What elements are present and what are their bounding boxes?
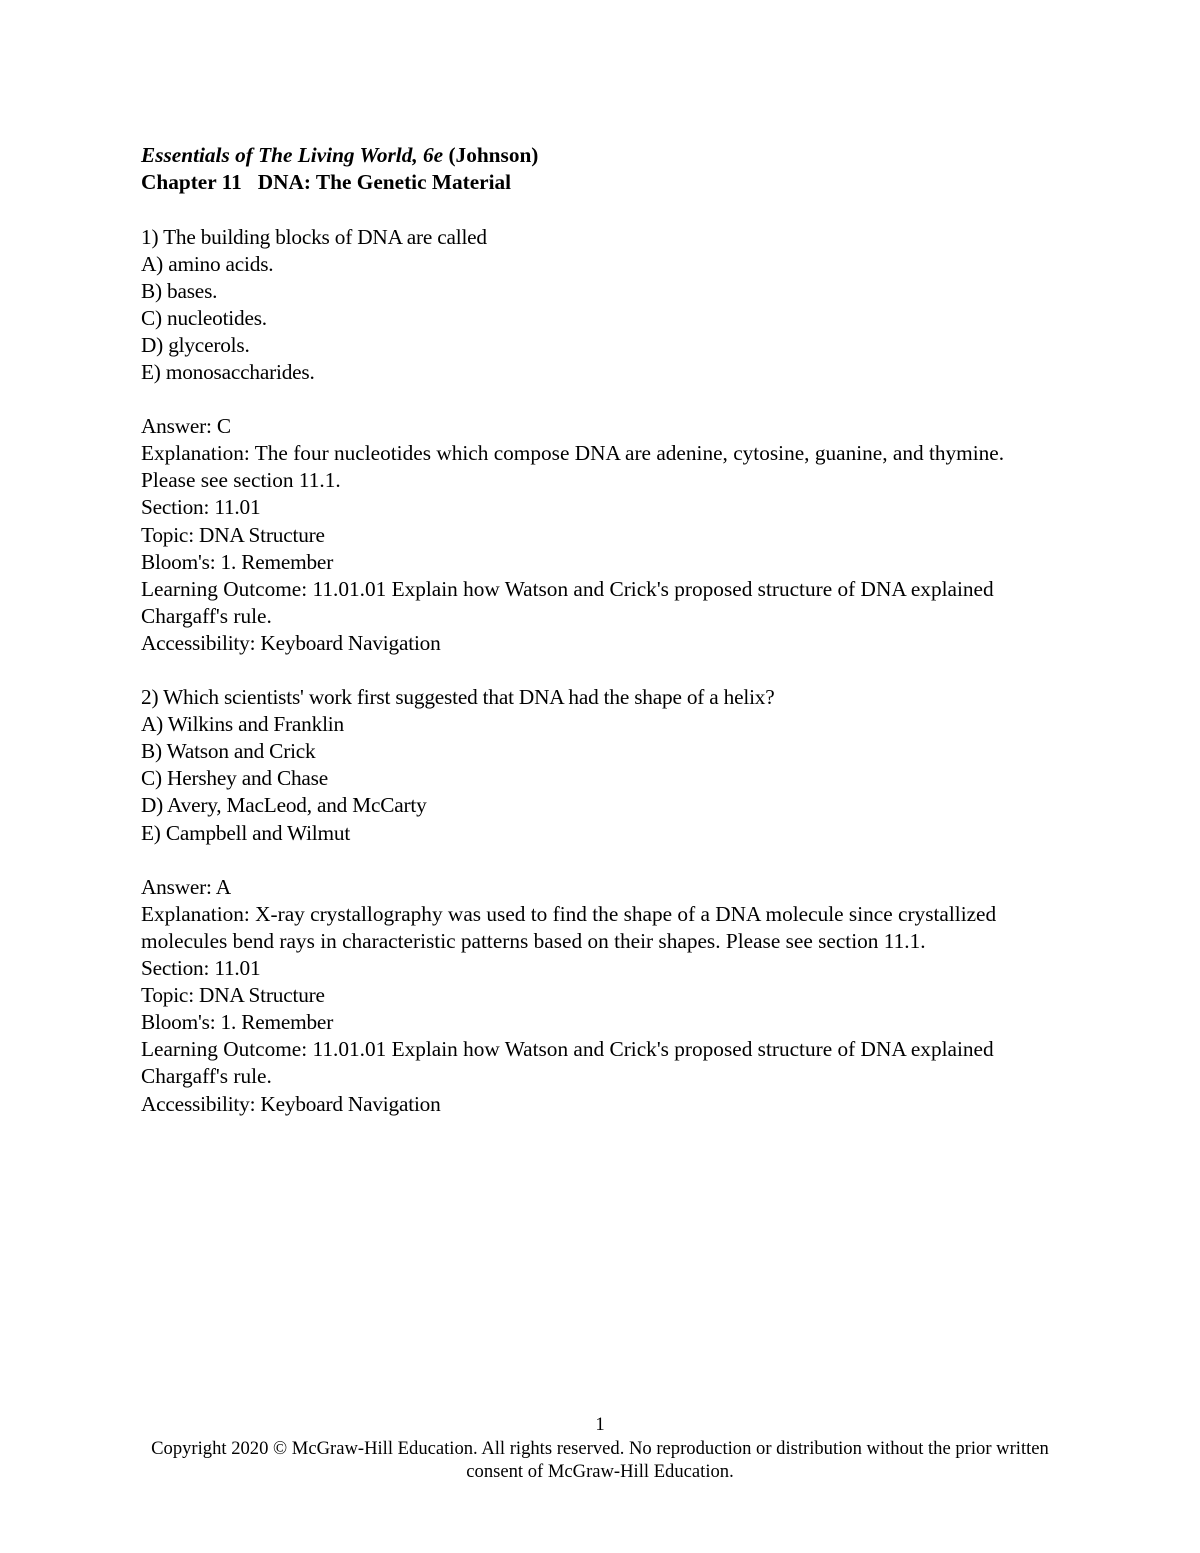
answer-option-b: B) bases. [141,278,218,303]
question-2-metadata [141,874,1041,1118]
page-content [141,142,1041,1118]
spacer [141,847,1041,874]
blooms-label: Bloom's: 1. Remember [141,549,334,574]
page-footer [0,1413,1200,1484]
explanation-text: Explanation: The four nucleotides which compose DNA are adenine, cytosine, guanine, and thymine. Please see section 11.1. [141,441,1005,493]
answer-option-b: B) Watson and Crick [141,739,316,764]
answer-key: Answer: A [141,874,231,899]
spacer [141,657,1041,684]
page-number: 1 [595,1414,605,1435]
answer-option-e: E) monosaccharides. [141,359,315,384]
section-label: Section: 11.01 [141,495,261,520]
chapter-number: Chapter 11 [141,170,242,195]
answer-option-a: A) Wilkins and Franklin [141,712,344,737]
answer-option-a: A) amino acids. [141,251,274,276]
question-stem: 1) The building blocks of DNA are called [141,224,487,249]
learning-outcome-text: Learning Outcome: 11.01.01 Explain how Watson and Crick's proposed structure of DNA explained Chargaff's rule. [141,576,994,628]
topic-label: Topic: DNA Structure [141,983,325,1008]
answer-option-e: E) Campbell and Wilmut [141,820,351,845]
answer-key: Answer: C [141,414,231,439]
question-1 [141,224,1041,387]
copyright-notice: Copyright 2020 © McGraw-Hill Education. All rights reserved. No reproduction or distribution without the prior written consent of McGraw-Hill Education. [151,1437,1049,1482]
answer-option-d: D) glycerols. [141,332,250,357]
topic-label: Topic: DNA Structure [141,522,325,547]
book-author: (Johnson) [443,143,539,167]
question-2 [141,684,1041,847]
book-title: Essentials of The Living World, 6e [141,143,444,167]
accessibility-label: Accessibility: Keyboard Navigation [141,1091,441,1116]
section-label: Section: 11.01 [141,956,261,981]
chapter-heading [141,169,1041,196]
book-title-line [141,142,1041,169]
learning-outcome-text: Learning Outcome: 11.01.01 Explain how Watson and Crick's proposed structure of DNA explained Chargaff's rule. [141,1037,994,1089]
question-1-metadata [141,413,1041,657]
answer-option-d: D) Avery, MacLeod, and McCarty [141,793,427,818]
spacer [141,386,1041,413]
answer-option-c: C) nucleotides. [141,305,267,330]
blooms-label: Bloom's: 1. Remember [141,1010,334,1035]
question-stem: 2) Which scientists' work first suggested that DNA had the shape of a helix? [141,685,775,710]
spacer [141,196,1041,223]
accessibility-label: Accessibility: Keyboard Navigation [141,630,441,655]
explanation-text: Explanation: X-ray crystallography was used to find the shape of a DNA molecule since crystallized molecules bend rays in characteristic patterns based on their shapes. Please see section 11.1. [141,901,997,953]
answer-option-c: C) Hershey and Chase [141,766,329,791]
chapter-title: DNA: The Genetic Material [257,170,512,195]
